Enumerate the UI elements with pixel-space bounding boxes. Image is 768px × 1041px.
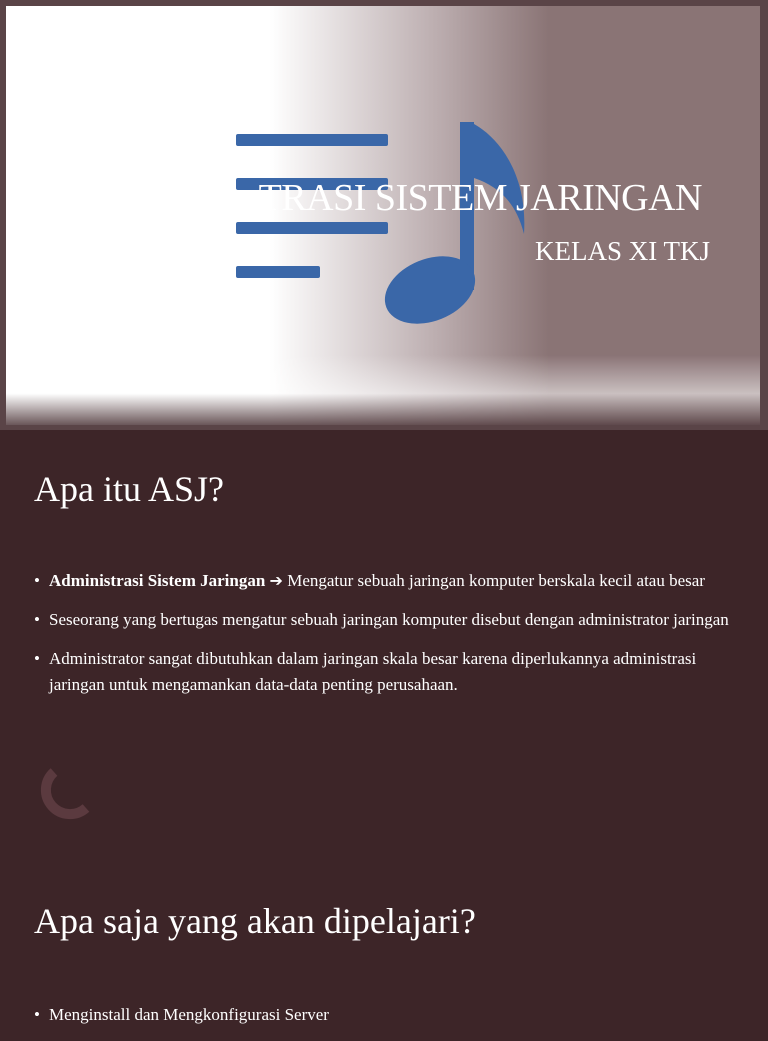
bullet-dot-icon: • — [34, 571, 40, 590]
music-note-icon — [375, 122, 525, 326]
bullet-item — [34, 568, 734, 594]
bullet-dot-icon: • — [34, 1005, 40, 1024]
bullet-text: Menginstall dan Mengkonfigurasi Server — [49, 1005, 329, 1024]
text-line-1 — [236, 134, 388, 146]
text-line-4 — [236, 266, 320, 278]
bullet-list — [34, 1002, 734, 1041]
bullet-text: Administrator sangat dibutuhkan dalam jaringan skala besar karena diperlukannya administrasi jaringan untuk mengamankan data-data penting perusahaan. — [49, 649, 697, 694]
slide-heading: Apa saja yang akan dipelajari? — [34, 901, 476, 941]
bullet-bold-term: Administrasi Sistem Jaringan — [49, 571, 266, 590]
title-slide-title: TRASI SISTEM JARINGAN — [258, 177, 702, 219]
bullet-dot-icon: • — [34, 610, 40, 629]
bullet-text: Mengatur sebuah jaringan komputer berskala kecil atau besar — [282, 571, 705, 590]
bullet-dot-icon: • — [34, 649, 40, 668]
arrow-right-icon: ➔ — [269, 571, 283, 590]
bullet-text: Seseorang yang bertugas mengatur sebuah jaringan komputer disebut dengan administrator jaringan — [49, 610, 729, 629]
title-slide-subtitle: KELAS XI TKJ — [535, 236, 710, 266]
document-music-icon — [228, 116, 538, 326]
bullet-item — [34, 646, 734, 698]
text-line-3 — [236, 222, 388, 234]
bullet-item — [34, 607, 734, 633]
slide-heading: Apa itu ASJ? — [34, 469, 225, 509]
bullet-list — [34, 568, 734, 711]
title-slide-background — [6, 6, 760, 425]
title-slide — [0, 0, 768, 430]
loading-arc-icon — [34, 768, 90, 824]
bullet-item — [34, 1002, 734, 1028]
